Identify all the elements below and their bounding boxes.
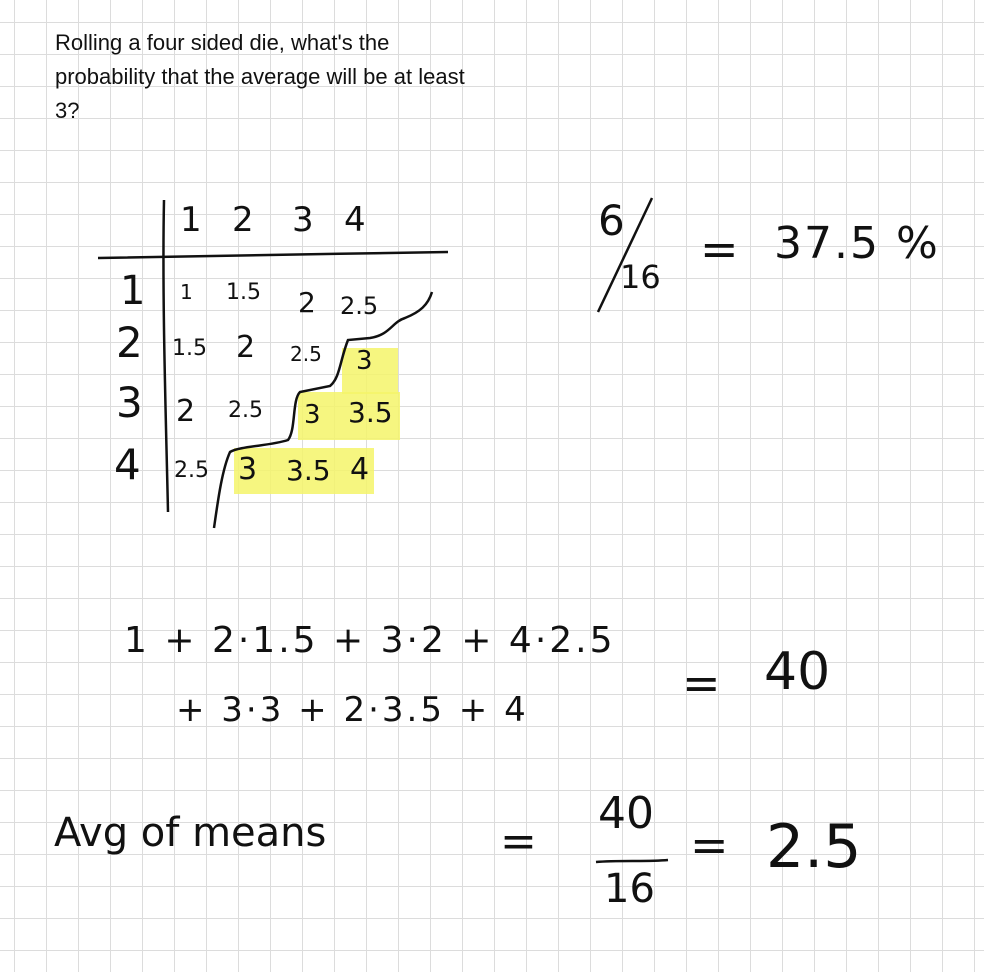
probability-numerator: 6: [598, 196, 625, 245]
avg-equals-2: =: [690, 818, 729, 872]
cell-r3c4: 3.5: [348, 396, 393, 429]
row-header-1: 1: [120, 268, 146, 314]
sum-equals: =: [682, 656, 721, 710]
table-vertical-line: [163, 200, 168, 512]
cell-r4c2: 3: [238, 452, 258, 487]
cell-r1c1: 1: [180, 280, 193, 304]
probability-denominator: 16: [620, 258, 661, 296]
avg-denominator: 16: [604, 866, 655, 912]
col-header-2: 2: [232, 200, 254, 240]
question-text: Rolling a four sided die, what's the probability that the average will be at least 3?: [55, 30, 465, 123]
cell-r3c3: 3: [304, 400, 321, 430]
cell-r2c2: 2: [236, 330, 256, 365]
avg-equals: =: [500, 816, 537, 867]
cell-r4c1: 2.5: [174, 458, 209, 483]
sum-line-2: + 3·3 + 2·3.5 + 4: [176, 690, 529, 730]
cell-r2c3: 2.5: [290, 342, 322, 366]
cell-r4c3: 3.5: [286, 454, 331, 487]
col-header-4: 4: [344, 200, 366, 240]
cell-r1c4: 2.5: [340, 292, 379, 320]
table-horizontal-line: [98, 252, 448, 258]
avg-label: Avg of means: [54, 810, 327, 856]
cell-r3c1: 2: [176, 394, 196, 429]
col-header-3: 3: [292, 200, 314, 240]
avg-result: 2.5: [766, 812, 862, 882]
cell-r1c2: 1.5: [226, 280, 261, 305]
sum-line-1: 1 + 2·1.5 + 3·2 + 4·2.5: [124, 620, 616, 661]
avg-fraction-bar: [596, 860, 668, 862]
col-header-1: 1: [180, 200, 202, 240]
cell-r3c2: 2.5: [228, 398, 263, 423]
cell-r4c4: 4: [350, 452, 370, 487]
cell-r2c4: 3: [356, 346, 373, 376]
cell-r1c3: 2: [298, 286, 316, 319]
cell-r2c1: 1.5: [172, 336, 207, 361]
probability-equals: =: [700, 222, 739, 276]
avg-numerator: 40: [598, 788, 654, 839]
row-header-3: 3: [116, 378, 143, 427]
row-header-4: 4: [114, 440, 141, 489]
sum-result: 40: [764, 642, 831, 702]
row-header-2: 2: [116, 318, 143, 367]
probability-result: 37.5 %: [774, 218, 940, 269]
